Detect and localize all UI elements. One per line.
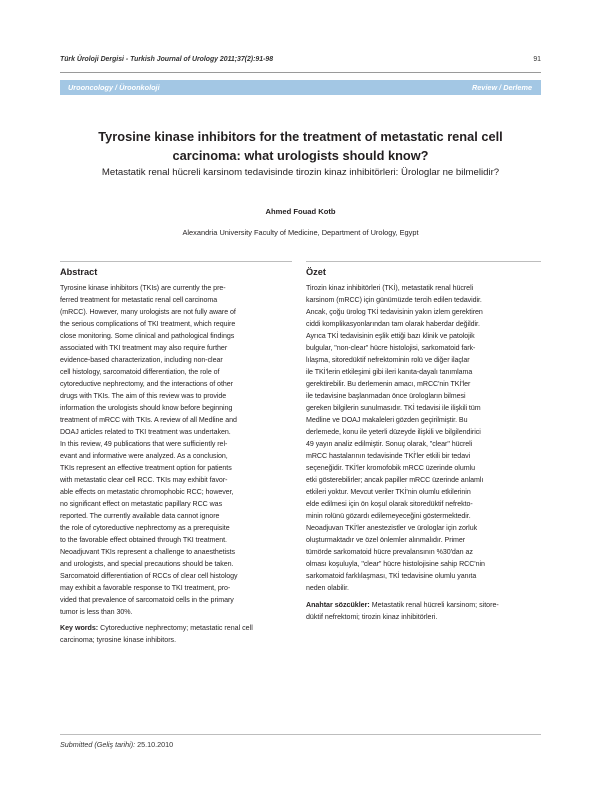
text-line: tumor is less than 30%. [60,608,133,616]
text-line: mRCC hastalarının tedavisinde TKİ'ler etkili bir tedavi [306,452,471,460]
article-type: Review / Derleme [471,83,532,92]
abstract-heading: Abstract [60,267,98,277]
header-rule [60,72,541,73]
text-line: TKIs represent an effective treatment option for patients [60,464,232,472]
text-line: Tyrosine kinase inhibitors (TKIs) are currently the pre- [60,284,226,292]
text-line: etki gösterebilirler; ancak papiller mRCC üzerinde anlamlı [306,476,484,484]
ozet-heading: Özet [306,267,326,277]
text-line: the role of cytoreductive nephrectomy as a prerequisite [60,524,230,532]
keywords-text: carcinoma; tyrosine kinase inhibitors. [60,636,177,644]
submission-value: 25.10.2010 [135,740,174,749]
abstract-keywords [60,622,292,646]
text-line: vided that prevalence of sarcomatoid cells in the primary [60,596,234,604]
text-line: associated with TKI treatment may also require further [60,344,228,352]
text-line: neden olabilir. [306,584,349,592]
journal-citation: Türk Üroloji Dergisi - Turkish Journal of Urology 2011;37(2):91-98 [60,56,274,63]
text-line: elde edilmesi için ön koşul olarak sitoredüktif nefrekto- [306,500,473,508]
text-line: lılaşma, sitoredüktif nefrektominin rolü ve diğer ilaçlar [306,356,470,364]
text-line: with metastatic clear cell RCC. TKIs may exhibit favor- [60,476,228,484]
keywords-label: Key words: [60,624,99,632]
footer-rule [60,734,541,735]
text-line: tümörde sarkomatoid hücre prevalansının %30'dan az [306,548,473,556]
text-line: and urologists, and special precautions should be taken. [60,560,234,568]
text-line: ciddi komplikasyonlarından tam olarak haberdar değildir. [306,320,480,328]
text-line: DOAJ articles related to TKI treatment was undertaken. [60,428,231,436]
keywords-label: Anahtar sözcükler: [306,601,370,609]
text-line: no significant effect on metastatic papillary RCC was [60,500,223,508]
text-line: gerektirebilir. Bu derlemenin amacı, mRCC'nin TKİ'ler [306,380,471,388]
text-line: olması koşuluyla, "clear" hücre histolojisine sahip RCC'nin [306,560,485,568]
text-line: etkileri yoktur. Mevcut veriler TKİ'nin olumlu etkilerinin [306,488,471,496]
text-line: ile tedavisine başlanmadan önce ürologların bilmesi [306,392,466,400]
page-number: 91 [533,56,541,63]
abstract-rule [60,261,292,262]
text-line: 49 yayın analiz edilmiştir. Sonuç olarak, "clear" hücreli [306,440,473,448]
text-line: sarkomatoid farklılaşması, TKİ tedavisine olumlu yanıta [306,572,477,580]
text-line: (mRCC). However, many urologists are not fully aware of [60,308,236,316]
text-line: close monitoring. Some clinical and pathological findings [60,332,235,340]
submission-label: Submitted (Geliş tarihi): [60,740,136,749]
text-line: evidence-based characterization, including non-clear [60,356,223,364]
text-line: may exhibit a favorable response to TKI treatment, pro- [60,584,231,592]
text-line: ferred treatment for metastatic renal cell carcinoma [60,296,218,304]
keywords-text: Metastatik renal hücreli karsinom; sitore- [369,601,499,609]
text-line: evant and informative were analyzed. As a conclusion, [60,452,228,460]
text-line: oluşturmaktadır ve özel önlemler alınmalıdır. Primer [306,536,466,544]
text-line: Neoadjuvan TKİ'ler anestezistler ve ürologlar için zorluk [306,524,478,532]
text-line: Sarcomatoid differentiation of RCCs of clear cell histology [60,572,238,580]
text-line: In this review, 49 publications that were sufficiently rel- [60,440,228,448]
text-line: able effects on metastatic chromophobic RCC; however, [60,488,234,496]
article-title-line: carcinoma: what urologists should know? [172,148,429,163]
article-title [60,127,541,165]
text-line: bulgular, "non-clear" hücre histolojisi, sarkomatoid fark- [306,344,476,352]
text-line: information the urologists should know before beginning [60,404,233,412]
text-line: derlemede, konu ile yeterli düzeyde ilişkili ve bilgilendirici [306,428,481,436]
text-line: minin rolünü gözardı edilemeyeceğini göstermektedir. [306,512,471,520]
text-line: the serious complications of TKI treatment, which require [60,320,236,328]
text-line: to the favorable effect obtained through TKI treatment. [60,536,227,544]
text-line: ile TKİ'lerin etkileşimi gibi ileri kanıta-dayalı tanımlama [306,368,473,376]
keywords-text: Cytoreductive nephrectomy; metastatic renal cell [98,624,253,632]
text-line: karsinom (mRCC) için günümüzde tercih edilen tedavidir. [306,296,482,304]
ozet-body [306,282,541,594]
keywords-text: düktif nefrektomi; tirozin kinaz inhibitörleri. [306,613,438,621]
ozet-keywords [306,599,541,623]
article-title-turkish: Metastatik renal hücreli karsinom tedavisinde tirozin kinaz inhibitörleri: Ürologlar ne bilmelidir? [101,167,500,178]
ozet-rule [306,261,541,262]
text-line: Ayrıca TKİ tedavisinin eşlik ettiği bazı klinik ve patolojik [306,332,475,340]
text-line: Neoadjuvant TKIs represent a challenge to anaesthetists [60,548,235,556]
text-line: Medline ve DOAJ makaleleri gözden geçirilmiştir. Bu [306,416,468,424]
text-line: drugs with TKIs. The aim of this review was to provide [60,392,227,400]
text-line: Ancak, çoğu ürolog TKİ tedavisinin yakın izlem gerektiren [306,308,483,316]
text-line: seçeneğidir. TKİ'ler kromofobik mRCC üzerinde olumlu [306,464,475,472]
text-line: reported. The currently available data cannot ignore [60,512,220,520]
author-name: Ahmed Fouad Kotb [265,207,336,216]
text-line: cytoreductive nephrectomy, and the interactions of other [60,380,233,388]
text-line: cell histology, sarcomatoid differentiation, the role of [60,368,220,376]
submission-date [60,740,173,749]
abstract-body [60,282,292,618]
text-line: Tirozin kinaz inhibitörleri (TKİ), metastatik renal hücreli [306,284,474,292]
section-category: Urooncology / Üroonkoloji [68,83,160,92]
article-title-line: Tyrosine kinase inhibitors for the treatment of metastatic renal cell [98,129,503,144]
text-line: gereken bilgilerin sunulmasıdır. TKİ tedavisi ile ilişkili tüm [306,404,481,412]
author-affiliation: Alexandria University Faculty of Medicine, Department of Urology, Egypt [182,228,419,237]
text-line: treatment of mRCC with TKIs. A review of all Medline and [60,416,237,424]
